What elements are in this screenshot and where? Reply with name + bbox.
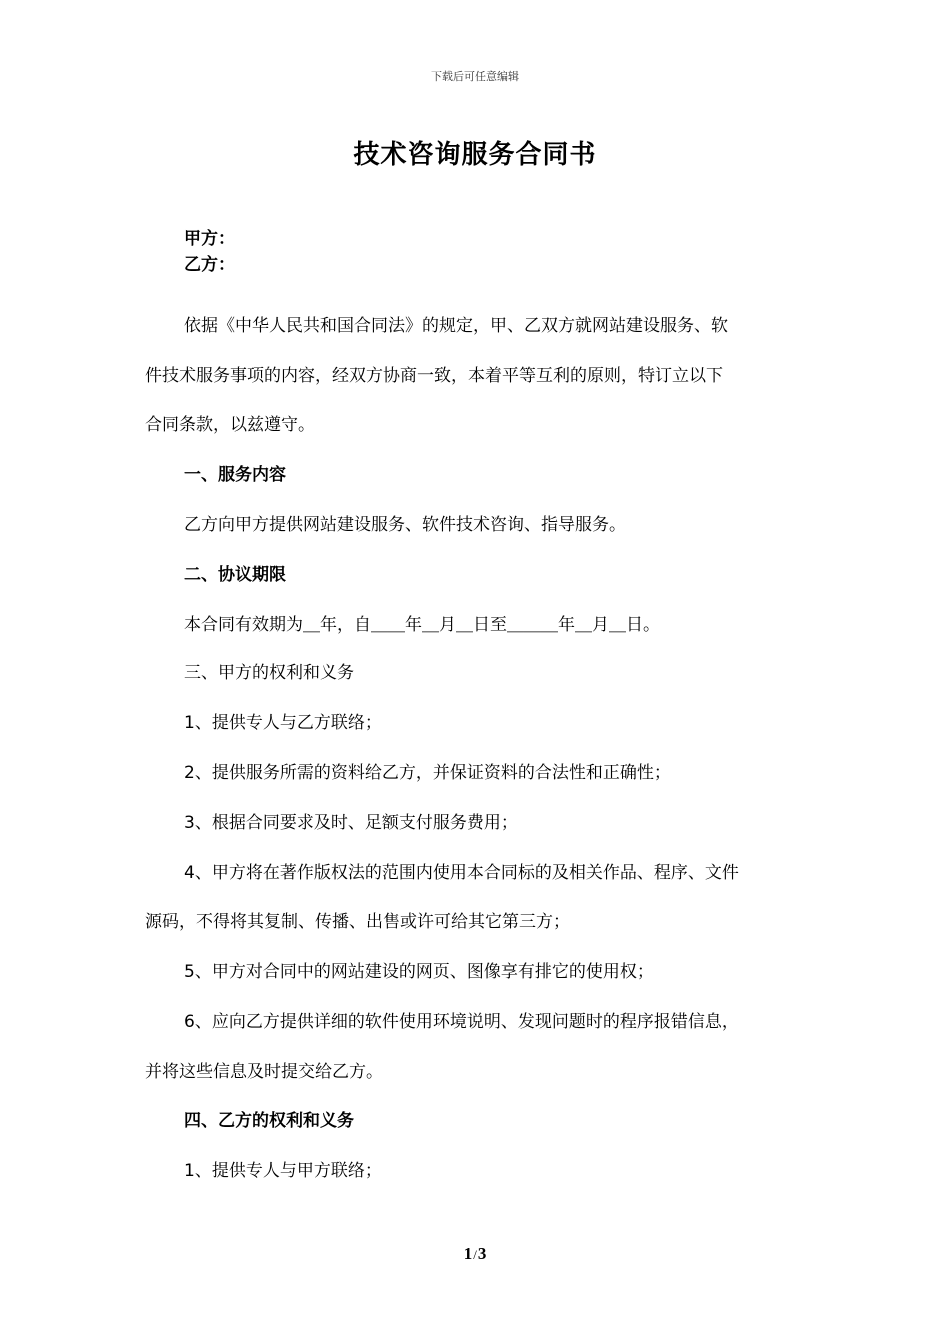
section-3-item: 3、根据合同要求及时、足额支付服务费用； [184,813,518,833]
section-3-item-continuation: 并将这些信息及时提交给乙方。 [145,1062,383,1082]
intro-line-3: 合同条款，以兹遵守。 [145,415,315,435]
section-1-heading: 一、服务内容 [184,465,286,485]
section-4-item: 1、提供专人与甲方联络； [184,1161,382,1181]
section-4-heading: 四、乙方的权利和义务 [184,1111,354,1131]
page-separator: / [473,1247,477,1262]
section-3-item: 2、提供服务所需的资料给乙方，并保证资料的合法性和正确性； [184,763,671,783]
section-3-item: 4、甲方将在著作版权法的范围内使用本合同标的及相关作品、程序、文件 [184,863,739,883]
intro-line-1: 依据《中华人民共和国合同法》的规定，甲、乙双方就网站建设服务、软 [184,316,728,336]
section-3-item: 5、甲方对合同中的网站建设的网页、图像享有排它的使用权； [184,962,654,982]
section-3-item-continuation: 源码，不得将其复制、传播、出售或许可给其它第三方； [145,912,570,932]
current-page: 1 [463,1244,473,1263]
section-3-heading: 三、甲方的权利和义务 [184,663,354,683]
total-pages: 3 [477,1244,487,1263]
page-number [0,1244,950,1264]
section-3-item: 6、应向乙方提供详细的软件使用环境说明、发现问题时的程序报错信息， [184,1012,739,1032]
section-1-body: 乙方向甲方提供网站建设服务、软件技术咨询、指导服务。 [184,515,626,535]
section-2-body: 本合同有效期为＿年，自＿＿年＿月＿日至＿＿＿年＿月＿日。 [184,615,660,635]
party-b-label: 乙方： [184,255,235,275]
document-title: 技术咨询服务合同书 [353,140,597,170]
section-2-heading: 二、协议期限 [184,565,286,585]
intro-line-2: 件技术服务事项的内容，经双方协商一致，本着平等互利的原则，特订立以下 [145,366,723,386]
section-3-item: 1、提供专人与乙方联络； [184,713,382,733]
header-note: 下载后可任意编辑 [431,70,519,83]
party-a-label: 甲方： [184,229,235,249]
